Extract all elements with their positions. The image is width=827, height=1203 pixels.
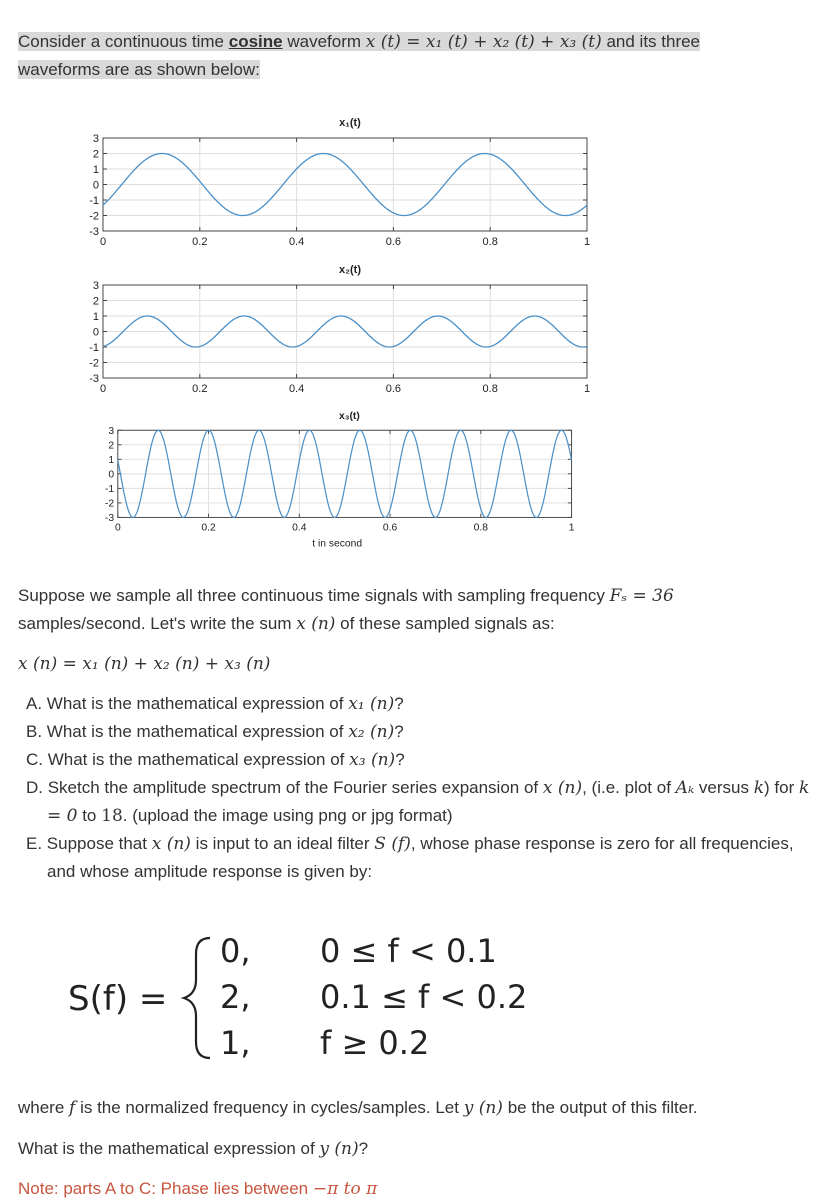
y-tick-label: -2 [89,210,99,223]
question-a: A. What is the mathematical expression of x₁ (n)? [26,694,404,714]
y-tick-label: -3 [89,373,99,385]
y-tick-label: -3 [89,226,99,238]
question-b: B. What is the mathematical expression of x₂ (n)? [26,722,404,742]
plot-title: x₂(t) [339,264,361,276]
x-tick-label: 0 [99,383,107,395]
y-tick-label: -1 [89,195,99,207]
question-b-expr: x₂ (n) [348,722,395,742]
problem-intro [18,28,748,83]
y-tick-label: 3 [92,280,99,292]
question-d-expr-5: 18 [101,806,123,826]
case-value-1: 0, [220,932,251,970]
x-tick-label: 0.6 [385,236,402,248]
case-value-2: 2, [220,978,251,1016]
question-d-text-6: . (upload the image using png or jpg format) [122,806,453,825]
plot-title: x₁(t) [339,117,361,129]
y-tick-label: 3 [92,133,99,145]
question-d [26,774,816,830]
x-tick-label: 0.2 [201,522,216,534]
x-tick-label: 0.6 [382,522,398,534]
x-tick-label: 0 [114,522,121,534]
intro-line-2: waveforms are as shown below: [18,60,260,79]
cosine-keyword: cosine [228,32,283,51]
plot-x2 [80,257,600,407]
y-tick-label: 2 [92,148,99,161]
sampling-text-3: of these sampled signals as: [340,614,555,633]
plot-x1 [80,110,600,260]
x-tick-label: 1 [583,383,591,395]
phase-note-text: Note: parts A to C: Phase lies between [18,1179,309,1198]
sampling-paragraph [18,582,808,638]
phase-note [18,1175,808,1203]
question-e-text-2: is input to an ideal filter [195,834,370,853]
question-d-text-1: D. Sketch the amplitude spectrum of the Fourier series expansion of [26,778,539,797]
question-e-text-1: E. Suppose that [26,834,147,853]
question-c-text: C. What is the mathematical expression of [26,750,345,769]
case-condition-3: f ≥ 0.2 [320,1024,430,1062]
question-b-text: B. What is the mathematical expression of [26,722,344,741]
y-tick-label: 1 [92,311,99,323]
y-tick-label: -2 [89,357,99,370]
question-e [26,830,816,885]
question-d-expr-2: Aₖ [675,778,695,798]
question-d-text-5: to [82,806,97,825]
x-tick-label: 0.6 [385,383,402,395]
question-list [26,690,816,885]
y-tick-label: -3 [104,513,115,525]
y-tick-label: -2 [104,498,115,510]
y-tick-label: 2 [108,440,115,452]
question-d-text-4: ) for [764,778,795,797]
closing-text-2: is the normalized frequency in cycles/samples. Let [80,1098,459,1117]
case-value-3: 1, [220,1024,251,1062]
question-c-expr: x₃ (n) [349,750,396,770]
waveform-formula: x (t) = x₁ (t) + x₂ (t) + x₃ (t) [365,32,602,52]
question-d-expr-1: x (n) [542,778,583,798]
question-e-expr-1: x (n) [151,834,191,854]
plot-x3 [80,404,600,554]
intro-prefix: Consider a continuous time [18,32,225,51]
intro-line-1 [18,32,700,51]
sampling-frequency: Fₛ = 36 [609,586,674,606]
closing-text-1: where [18,1098,65,1117]
sampling-text-1: Suppose we sample all three continuous time signals with sampling frequency [18,586,605,605]
filter-definition [68,928,548,1068]
question-a-text: A. What is the mathematical expression of [26,694,344,713]
question-c: C. What is the mathematical expression of x₃ (n)? [26,750,405,770]
plot-title: x₃(t) [338,411,360,422]
question-e-text-3: , whose phase response is zero for all frequencies, and whose amplitude response is given by: [47,834,794,881]
question-a-expr: x₁ (n) [348,694,395,714]
closing-paragraph [18,1094,808,1122]
case-condition-1: 0 ≤ f < 0.1 [320,932,497,970]
y-tick-label: 3 [108,426,115,437]
question-d-text-2: , (i.e. plot of [582,778,671,797]
intro-suffix: and its three [606,32,701,51]
y-tick-label: 0 [92,179,99,192]
question-d-expr-3: k [753,778,765,798]
y-tick-label: 1 [108,455,115,467]
x-tick-label: 0 [99,236,107,248]
final-question-expr: y (n) [319,1139,359,1159]
intro-mid: waveform [287,32,362,51]
y-tick-label: -1 [89,342,99,354]
x-tick-label: 0.2 [192,236,208,248]
y-tick-label: 0 [92,326,99,339]
phase-range: −π to π [312,1179,378,1199]
question-d-expr-4: k = 0 [47,778,810,826]
question-e-expr-2: S (f) [374,834,411,854]
x-tick-label: 1 [568,522,575,534]
f-symbol: f [69,1098,76,1118]
x-axis-label: t in second [312,538,363,550]
x-tick-label: 0.8 [482,236,498,248]
x-tick-label: 1 [583,236,591,248]
x-tick-label: 0.4 [288,383,305,395]
final-question-mark: ? [358,1139,369,1158]
question-d-text-3: versus [698,778,749,797]
final-question [18,1135,808,1163]
sampling-text-2: samples/second. Let's write the sum [18,614,292,633]
sum-equation: x (n) = x₁ (n) + x₂ (n) + x₃ (n) [18,654,271,674]
y-tick-label: 0 [108,469,115,481]
x-tick-label: 0.4 [288,236,305,248]
x-tick-label: 0.4 [292,522,307,534]
xn-symbol: x (n) [296,614,336,634]
y-tick-label: 2 [92,295,99,308]
left-brace [184,938,210,1058]
closing-text-3: be the output of this filter. [507,1098,698,1117]
x-tick-label: 0.8 [482,383,498,395]
x-tick-label: 0.2 [192,383,208,395]
y-tick-label: 1 [92,164,99,176]
y-tick-label: -1 [104,484,115,496]
final-question-text: What is the mathematical expression of [18,1139,315,1158]
yn-symbol: y (n) [463,1098,503,1118]
x-tick-label: 0.8 [473,522,488,534]
filter-lhs: S(f) = [68,979,168,1019]
case-condition-2: 0.1 ≤ f < 0.2 [320,978,528,1016]
